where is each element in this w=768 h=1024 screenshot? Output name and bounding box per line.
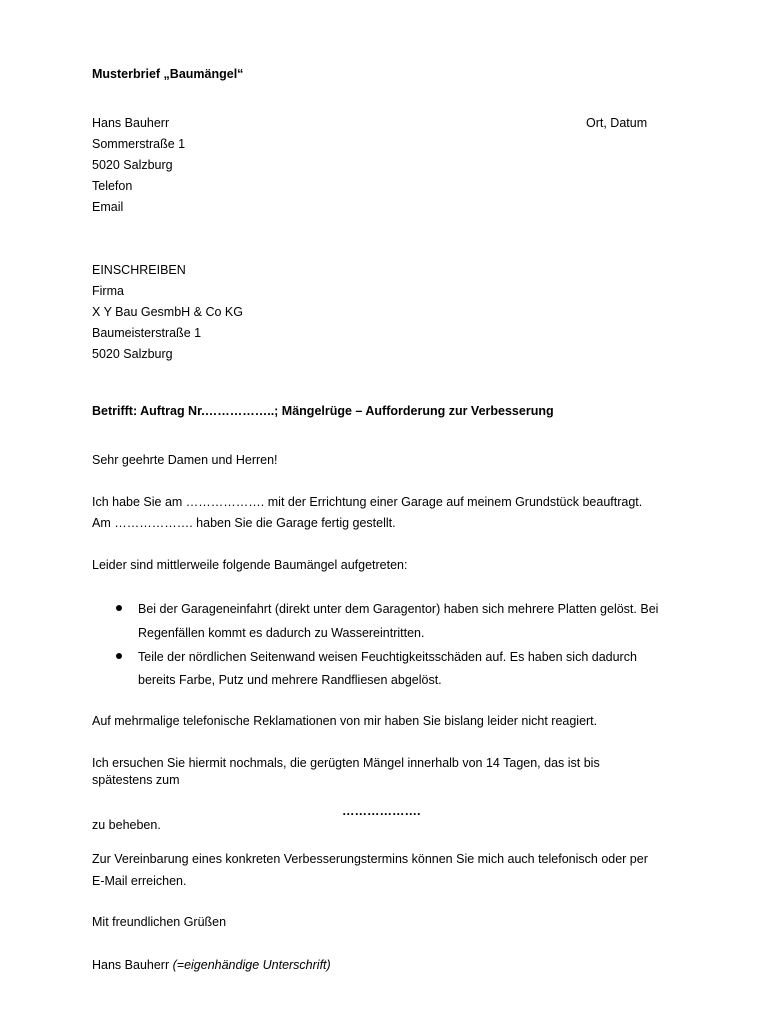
para2: Leider sind mittlerweile folgende Baumängel aufgetreten: bbox=[92, 558, 408, 572]
place-date: Ort, Datum bbox=[586, 116, 648, 130]
bullet-icon bbox=[116, 605, 122, 611]
para1-line1: Ich habe Sie am ………………. mit der Errichtung einer Garage auf meinem Grundstück beauftragt. bbox=[92, 495, 643, 509]
subject-line: Betrifft: Auftrag Nr.……………..; Mängelrüge – Aufforderung zur Verbesserung bbox=[92, 404, 554, 418]
letter-title: Musterbrief „Baumängel“ bbox=[92, 67, 244, 81]
para5-line2: E-Mail erreichen. bbox=[92, 874, 187, 888]
bullet2-line1: Teile der nördlichen Seitenwand weisen Feuchtigkeitsschäden auf. Es haben sich dadurch bbox=[138, 650, 637, 664]
signature-name: Hans Bauherr bbox=[92, 958, 170, 972]
para4-line3: zu beheben. bbox=[92, 818, 161, 832]
sender-email: Email bbox=[92, 200, 124, 214]
para4-line1: Ich ersuchen Sie hiermit nochmals, die gerügten Mängel innerhalb von 14 Tagen, das ist bis bbox=[92, 756, 600, 770]
sender-street: Sommerstraße 1 bbox=[92, 137, 186, 151]
recipient-street: Baumeisterstraße 1 bbox=[92, 326, 202, 340]
para3: Auf mehrmalige telefonische Reklamationen von mir haben Sie bislang leider nicht reagiert. bbox=[92, 714, 598, 728]
signature-line bbox=[92, 957, 331, 973]
bullet1-line2: Regenfällen kommt es dadurch zu Wassereintritten. bbox=[138, 626, 425, 640]
para4-line2: spätestens zum bbox=[92, 773, 180, 787]
greeting: Sehr geehrte Damen und Herren! bbox=[92, 453, 278, 467]
bullet1-line1: Bei der Garageneinfahrt (direkt unter dem Garagentor) haben sich mehrere Platten gelöst. Bei bbox=[138, 602, 659, 616]
closing: Mit freundlichen Grüßen bbox=[92, 915, 227, 929]
bullet-icon bbox=[116, 653, 122, 659]
sender-phone: Telefon bbox=[92, 179, 133, 193]
sender-name: Hans Bauherr bbox=[92, 116, 170, 130]
bullet2-line2: bereits Farbe, Putz und mehrere Randfliesen abgelöst. bbox=[138, 673, 442, 687]
recipient-city: 5020 Salzburg bbox=[92, 347, 173, 361]
sender-city: 5020 Salzburg bbox=[92, 158, 173, 172]
para5-line1: Zur Vereinbarung eines konkreten Verbesserungstermins können Sie mich auch telefonisch oder per bbox=[92, 852, 648, 866]
mail-type: EINSCHREIBEN bbox=[92, 263, 186, 277]
recipient-line1: Firma bbox=[92, 284, 124, 298]
deadline-placeholder: ………………. bbox=[342, 804, 421, 818]
recipient-company: X Y Bau GesmbH & Co KG bbox=[92, 305, 243, 319]
signature-note: (=eigenhändige Unterschrift) bbox=[172, 958, 331, 972]
para1-line2: Am ………………. haben Sie die Garage fertig gestellt. bbox=[92, 516, 396, 530]
